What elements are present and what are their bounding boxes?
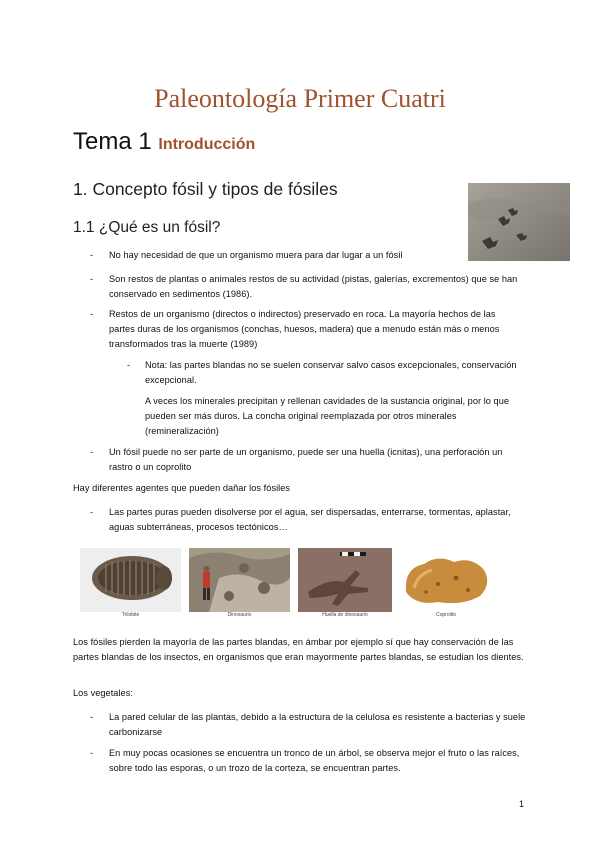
dinosaur-footprint-photo xyxy=(298,548,392,612)
bullet-dash: - xyxy=(90,447,94,457)
bullet-item: Las partes puras pueden disolverse por el agua, ser dispersadas, enterrarse, tormentas, aplastar, aguas subterráneas, procesos tectónicos… xyxy=(109,507,511,532)
document-title: Paleontología Primer Cuatri xyxy=(154,84,446,113)
bullet-dash: - xyxy=(90,507,94,517)
paragraph-agents: Hay diferentes agentes que pueden dañar los fósiles xyxy=(73,483,291,493)
chapter-number: Tema 1 xyxy=(73,128,152,155)
bullet-dash: - xyxy=(90,250,94,260)
bullet-dash: - xyxy=(90,712,94,722)
paragraph-soft-parts: Los fósiles pierden la mayoría de las partes blandas, en ámbar por ejemplo sí que hay conservación de las partes blandas de los insectos, en organismos que eran mayormente partes blandas, se estudian los dientes. xyxy=(73,637,524,662)
bullet-item: En muy pocas ocasiones se encuentra un tronco de un árbol, se observa mejor el fruto o las raíces, sobre todo las esporas, o un trozo de la corteza, se encuentran partes. xyxy=(109,748,520,773)
trilobite-photo xyxy=(80,548,181,612)
bullet-item: No hay necesidad de que un organismo muera para dar lugar a un fósil xyxy=(109,250,403,260)
image-caption: Coprolito xyxy=(435,612,456,618)
bullet-dash: - xyxy=(90,748,94,758)
image-caption: Huella de dinosaurio xyxy=(322,612,368,618)
footprints-photo xyxy=(468,183,570,261)
bullet-item: Restos de un organismo (directos o indirectos) preservado en roca. La mayoría hechos de las partes duras de los organismos (conchas, huesos, madera) que a menudo están más o menos transformados tras la muerte (1989) xyxy=(109,309,500,349)
bullet-item: Un fósil puede no ser parte de un organismo, puede ser una huella (icnitas), una perforación un rastro o un coprolito xyxy=(109,447,503,472)
paragraph-vegetales: Los vegetales: xyxy=(73,688,133,698)
bullet-item: La pared celular de las plantas, debido a la estructura de la celulosa es resistente a bacterias y suele carbonizarse xyxy=(109,712,526,737)
sub-bullet-dash: - xyxy=(127,360,131,370)
image-caption: Trilobite xyxy=(121,612,140,618)
dinosaur-site-photo xyxy=(189,548,290,612)
chapter-heading xyxy=(73,128,255,156)
bullet-dash: - xyxy=(90,309,94,319)
section-heading-1: 1. Concepto fósil y tipos de fósiles xyxy=(73,179,338,199)
chapter-subtitle: Introducción xyxy=(158,136,256,153)
bullet-item: Son restos de plantas o animales restos de su actividad (pistas, galerías, excrementos) que se han conservado en sedimentos (1986). xyxy=(109,274,518,299)
image-caption: Dinosaurio xyxy=(227,612,252,618)
bullet-dash: - xyxy=(90,274,94,284)
sub-bullet-item: Nota: las partes blandas no se suelen conservar salvo casos excepcionales, conservación excepcional. xyxy=(145,360,517,385)
coprolite-photo xyxy=(398,548,494,612)
page-number: 1 xyxy=(519,799,525,809)
section-heading-1-1: 1.1 ¿Qué es un fósil? xyxy=(73,219,221,236)
sub-paragraph: A veces los minerales precipitan y rellenan cavidades de la sustancia original, por lo que pueden ser más duros. La concha original reemplazada por otros minerales (remineralización) xyxy=(145,396,510,436)
